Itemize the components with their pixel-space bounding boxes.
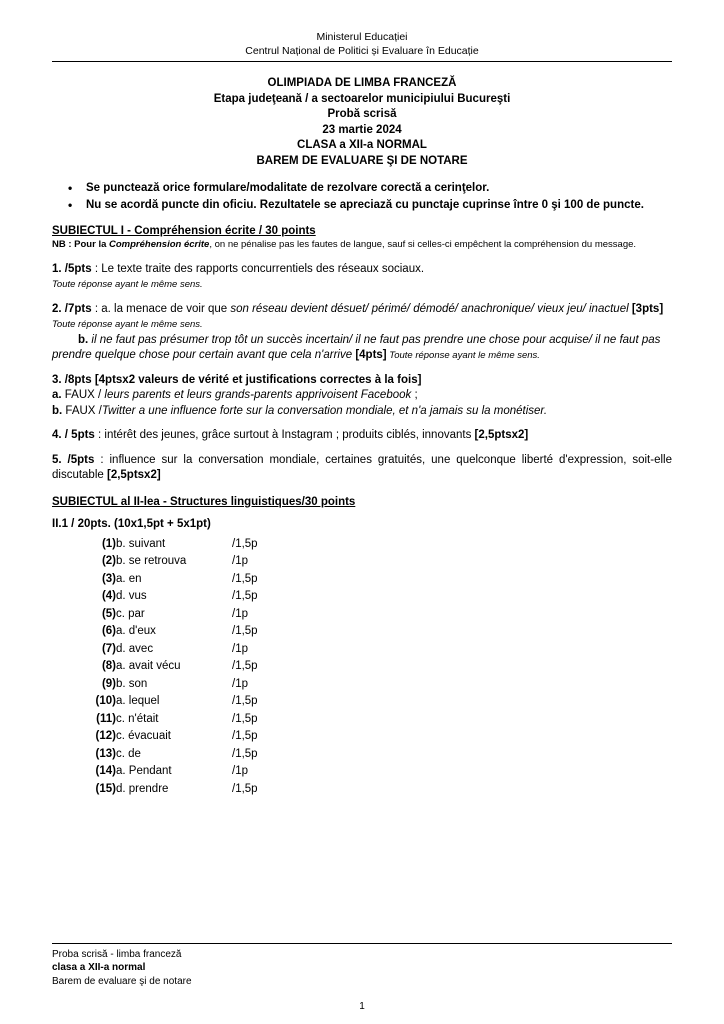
row-answer: a. en xyxy=(116,572,142,585)
title-line-3: Probă scrisă xyxy=(327,108,397,120)
footer-divider xyxy=(52,943,672,944)
row-number: (2) xyxy=(101,555,116,567)
answer-3b-italic: Twitter a une influence forte sur la conversation mondiale, et n'a jamais su la monétiser. xyxy=(101,404,548,417)
answers-table-body xyxy=(82,536,292,799)
title-line-4: 23 martie 2024 xyxy=(322,123,402,136)
row-answer: a. avait vécu xyxy=(116,660,181,672)
answer-2b-italic: il ne faut pas présumer trop tôt un succès incertain/ il ne faut pas prendre une chose pour acquise/ il ne faut pas prendre quelque chose pour certain avant que cela n'arrive xyxy=(52,333,661,361)
list-item: • Nu se acordă puncte din oficiu. Rezultatele se apreciază cu punctaje cuprinse între 0 şi 100 de puncte. xyxy=(86,198,672,213)
title-block xyxy=(52,76,672,169)
table-row xyxy=(82,763,292,781)
table-row xyxy=(82,641,292,659)
answer-2b-points: [4pts] xyxy=(352,349,387,361)
table-row xyxy=(82,746,292,764)
answer-2 xyxy=(52,302,672,364)
row-points: /1,5p xyxy=(232,747,258,760)
row-answer: b. suivant xyxy=(116,537,166,550)
row-number: (4) xyxy=(101,590,116,602)
answer-2a-note: Toute réponse ayant le même sens. xyxy=(52,319,203,330)
row-number: (14) xyxy=(95,765,116,777)
table-row xyxy=(82,658,292,676)
title-line-2: Etapa judeţeană / a sectoarelor municipiului Bucureşti xyxy=(213,92,511,105)
row-answer: c. de xyxy=(116,747,141,760)
row-number: (3) xyxy=(101,572,116,585)
row-number: (7) xyxy=(101,642,116,655)
answer-4-points: [2,5ptsx2] xyxy=(474,429,529,441)
subject-2-title: SUBIECTUL al II-lea - Structures linguistiques/30 points xyxy=(52,495,356,508)
answer-3 xyxy=(52,373,672,420)
row-answer: a. Pendant xyxy=(116,765,172,777)
title-line-6: BAREM DE EVALUARE ŞI DE NOTARE xyxy=(256,154,468,167)
nb-italic: Compréhension écrite xyxy=(109,239,210,250)
answer-3-label: 3. /8pts [4ptsx2 valeurs de vérité et justifications correctes à la fois] xyxy=(52,373,422,386)
row-number: (5) xyxy=(101,607,116,620)
row-number: (9) xyxy=(101,677,116,690)
table-row xyxy=(82,588,292,606)
row-number: (12) xyxy=(95,730,116,742)
row-number: (10) xyxy=(95,695,116,707)
header-divider xyxy=(52,61,672,62)
answer-1-note: Toute réponse ayant le même sens. xyxy=(52,279,203,290)
title-line-5: CLASA a XII-a NORMAL xyxy=(297,139,427,151)
answer-1-text: : Le texte traite des rapports concurrentiels des réseaux sociaux. xyxy=(91,262,425,275)
answer-3a-italic: leurs parents et leurs grands-parents apprivoisent Facebook xyxy=(104,389,412,401)
answer-3b-label: b. xyxy=(52,404,63,417)
row-points: /1p xyxy=(232,677,248,690)
page-number: 1 xyxy=(359,1001,365,1012)
general-rules-list xyxy=(52,181,672,213)
nb-prefix: NB : Pour la xyxy=(52,239,110,250)
answer-1-label: 1. /5pts xyxy=(52,262,92,275)
table-row xyxy=(82,553,292,571)
table-row xyxy=(82,693,292,711)
answer-5-label: 5. /5pts xyxy=(52,453,95,466)
row-points: /1,5p xyxy=(232,660,258,672)
row-number: (8) xyxy=(101,660,116,672)
table-row xyxy=(82,676,292,694)
answer-4-text: : intérêt des jeunes, grâce surtout à Instagram ; produits ciblés, innovants xyxy=(94,429,475,441)
row-answer: d. avec xyxy=(116,642,154,655)
row-answer: c. n'était xyxy=(116,712,159,725)
subject-1-title: SUBIECTUL I - Compréhension écrite / 30 points xyxy=(52,225,316,237)
row-points: /1,5p xyxy=(232,572,258,585)
subject-2-subhead: II.1 / 20pts. (10x1,5pt + 5x1pt) xyxy=(52,517,211,530)
table-row xyxy=(82,606,292,624)
answer-2a-points: [3pts] xyxy=(628,302,664,315)
answer-2b-label: b. xyxy=(78,333,89,346)
table-row xyxy=(82,623,292,641)
row-number: (15) xyxy=(95,782,116,795)
row-answer: c. évacuait xyxy=(116,730,171,742)
answer-3a-label: a. xyxy=(52,389,62,401)
table-row xyxy=(82,728,292,746)
row-answer: d. prendre xyxy=(116,782,169,795)
answer-4-label: 4. / 5pts xyxy=(52,429,95,441)
row-points: /1,5p xyxy=(232,625,258,637)
list-item: • Se punctează orice formulare/modalitate de rezolvare corectă a cerinţelor. xyxy=(86,181,672,196)
row-points: /1,5p xyxy=(232,730,258,742)
answer-5 xyxy=(52,453,672,484)
row-answer: a. d'eux xyxy=(116,625,156,637)
row-answer: b. son xyxy=(116,677,148,690)
row-points: /1p xyxy=(232,555,248,567)
answer-3a-text: FAUX / xyxy=(61,389,105,401)
table-row xyxy=(82,571,292,589)
answer-2-lead: : a. la menace de voir que xyxy=(91,302,231,315)
answer-4 xyxy=(52,428,672,444)
answers-table xyxy=(82,536,292,799)
center-line: Centrul Național de Politici și Evaluare în Educație xyxy=(245,45,479,57)
answer-3b-text: FAUX / xyxy=(62,404,102,417)
answer-3a-tail: ; xyxy=(411,389,418,401)
answer-2-label: 2. /7pts xyxy=(52,302,92,315)
row-number: (1) xyxy=(101,537,116,550)
answer-5-text: : influence sur la conversation mondiale, certaines gratuités, une quelconque liberté d'expression, soit-elle discutable xyxy=(52,453,672,481)
row-answer: d. vus xyxy=(116,590,147,602)
answer-5-points: [2,5ptsx2] xyxy=(106,469,161,481)
table-row xyxy=(82,711,292,729)
row-answer: c. par xyxy=(116,607,145,620)
row-points: /1,5p xyxy=(232,537,258,550)
row-number: (11) xyxy=(96,712,116,725)
table-row xyxy=(82,781,292,799)
ministry-line: Ministerul Educației xyxy=(316,31,408,43)
row-points: /1p xyxy=(232,765,248,777)
row-points: /1,5p xyxy=(232,782,258,795)
row-answer: a. lequel xyxy=(116,695,160,707)
row-points: /1,5p xyxy=(232,590,258,602)
row-points: /1,5p xyxy=(232,695,258,707)
row-points: /1p xyxy=(232,607,248,620)
document-footer xyxy=(52,943,672,989)
nb-rest: , on ne pénalise pas les fautes de langue, sauf si celles-ci empêchent la compréhension du message. xyxy=(209,239,637,250)
subject-1-note xyxy=(52,239,672,252)
row-answer: b. se retrouva xyxy=(116,555,187,567)
answer-2a-italic: son réseau devient désuet/ périmé/ démodé/ anachronique/ vieux jeu/ inactuel xyxy=(230,302,629,315)
row-points: /1p xyxy=(232,642,248,655)
row-number: (13) xyxy=(95,747,116,760)
answer-1 xyxy=(52,262,672,293)
footer-line-3: Barem de evaluare şi de notare xyxy=(52,975,192,987)
title-line-1: OLIMPIADA DE LIMBA FRANCEZĂ xyxy=(267,77,457,89)
row-number: (6) xyxy=(101,625,116,637)
document-header xyxy=(52,30,672,62)
table-row xyxy=(82,536,292,554)
footer-line-2: clasa a XII-a normal xyxy=(52,962,146,973)
footer-line-1: Proba scrisă - limba franceză xyxy=(52,948,182,960)
row-points: /1,5p xyxy=(232,712,258,725)
answer-2b-note: Toute réponse ayant le même sens. xyxy=(386,350,540,361)
